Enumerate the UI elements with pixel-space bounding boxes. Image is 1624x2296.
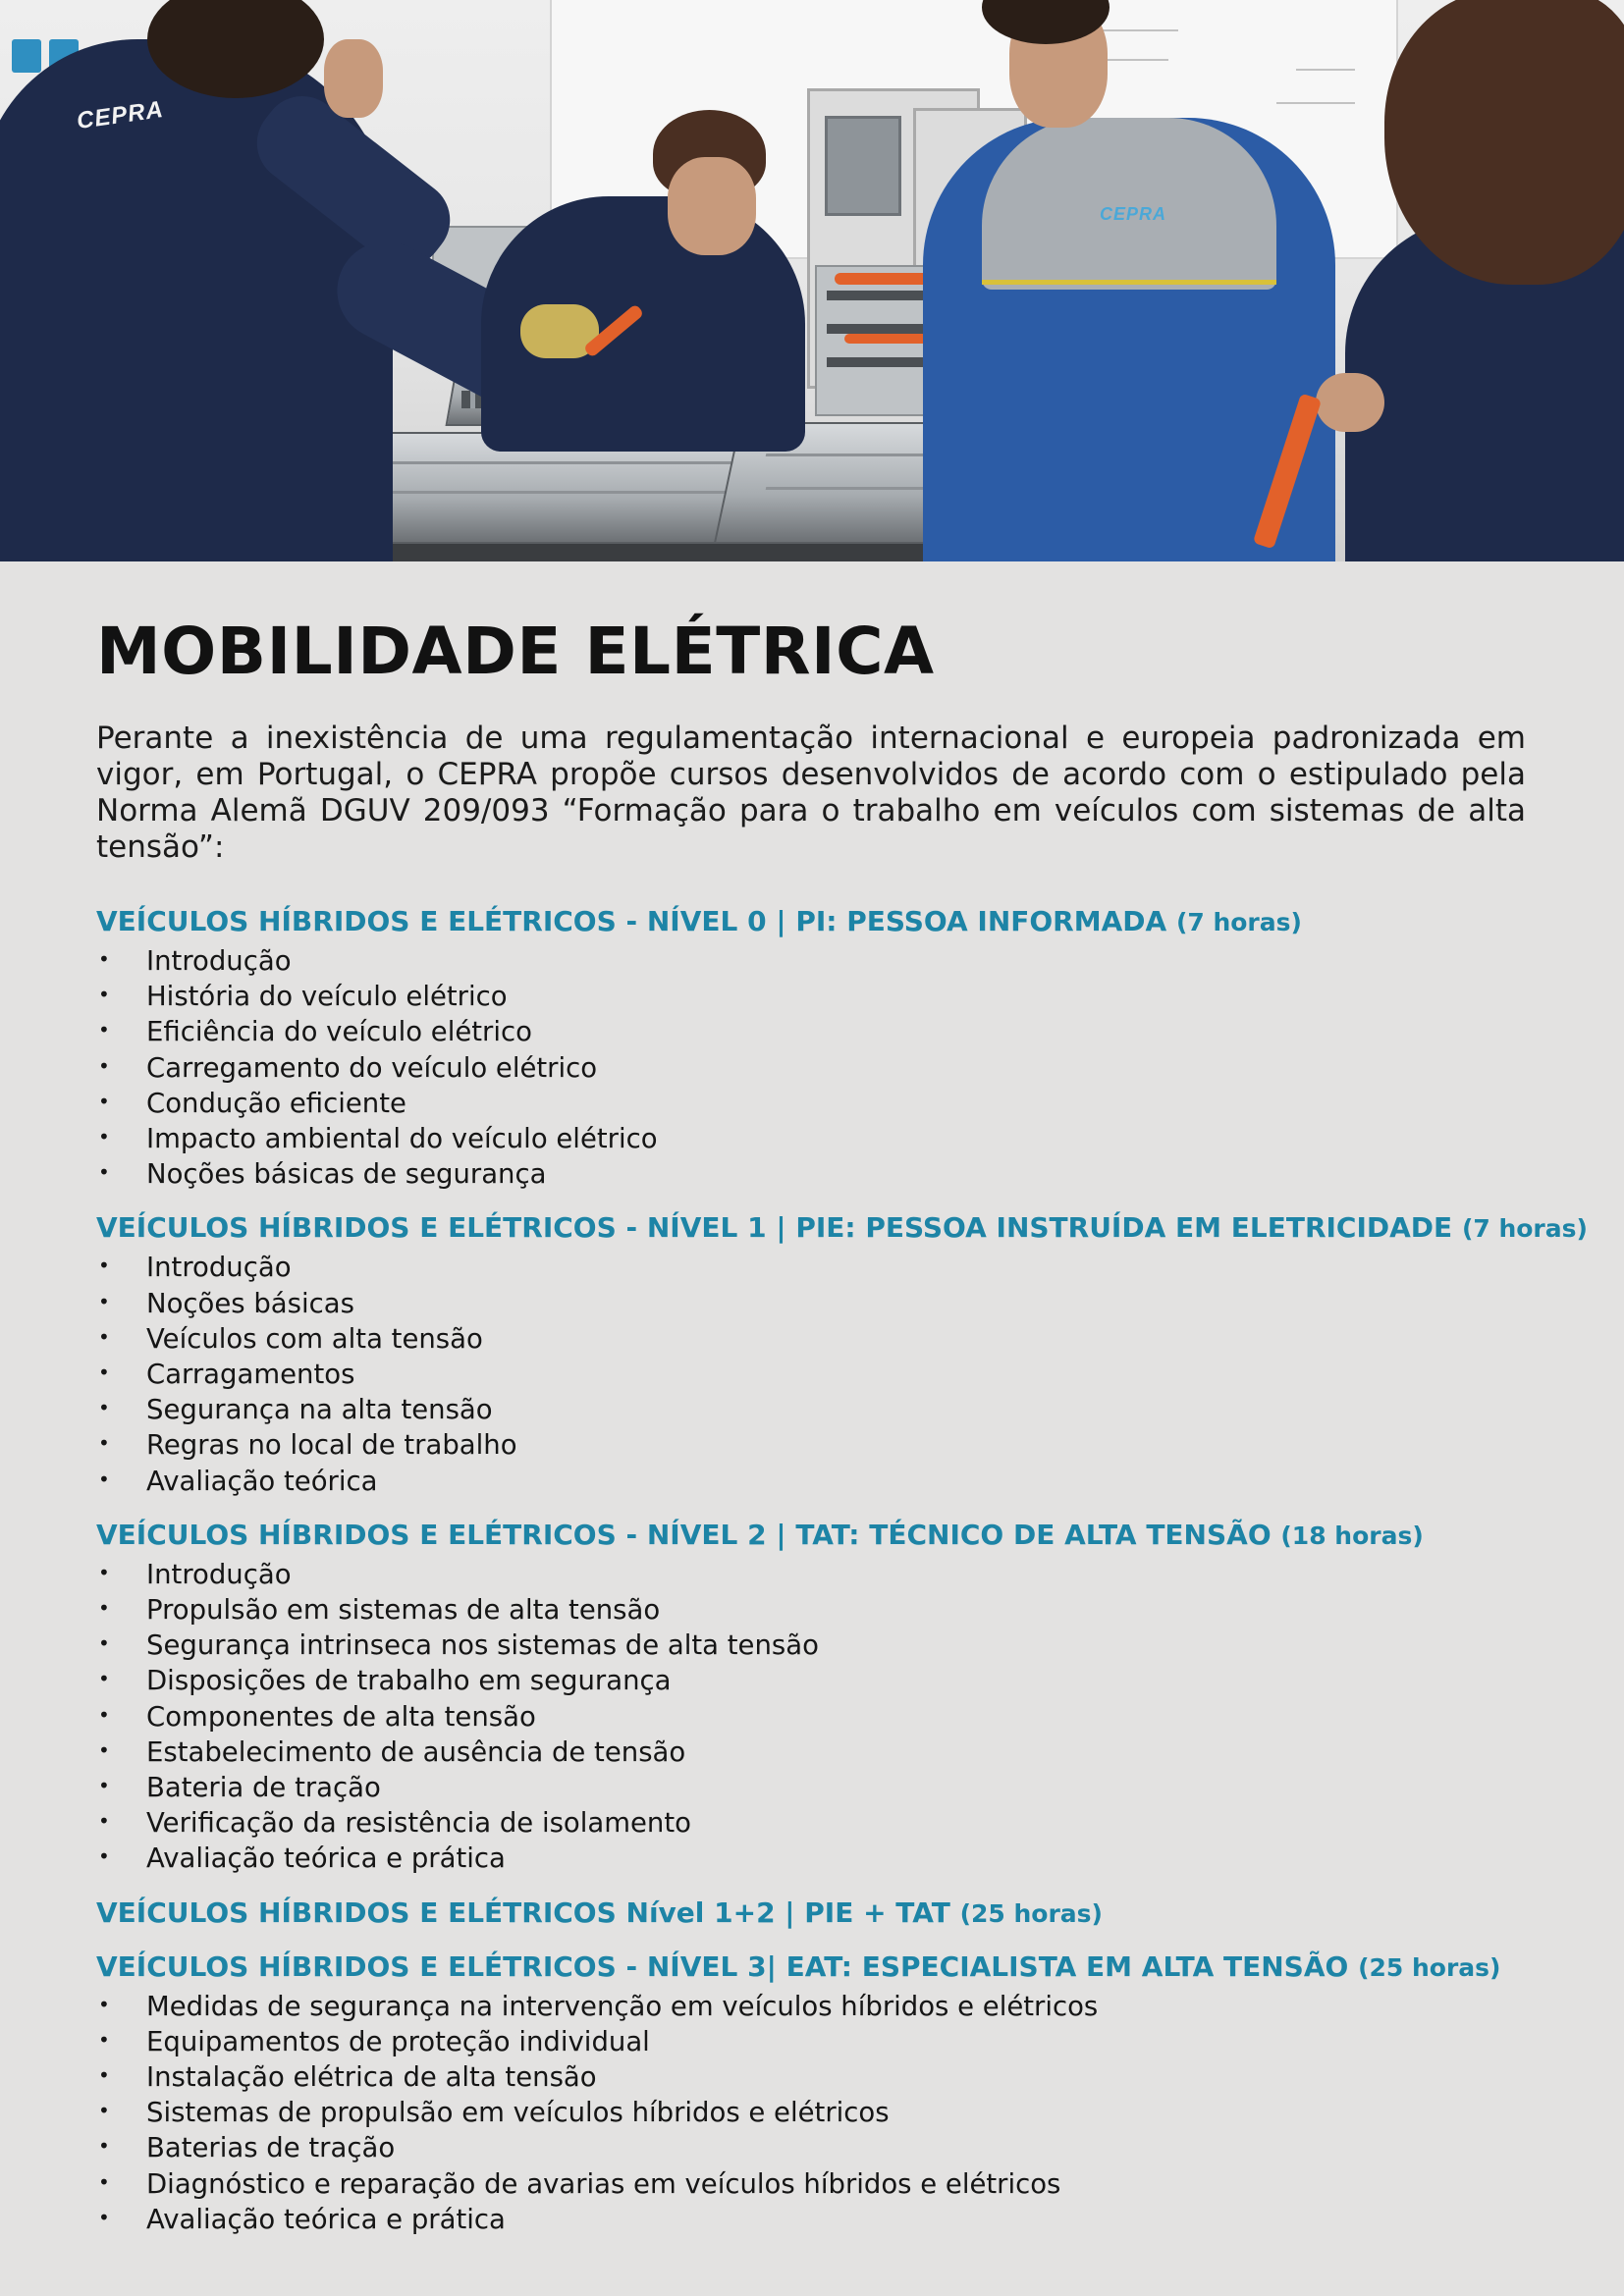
bullet-icon: • bbox=[98, 1596, 110, 1621]
course-section bbox=[96, 1209, 1588, 1498]
list-item-label: Segurança na alta tensão bbox=[146, 1394, 493, 1426]
course-section bbox=[96, 1517, 1530, 1877]
bullet-icon: • bbox=[98, 1053, 110, 1078]
list-item-label: Verificação da resistência de isolamento bbox=[146, 1807, 691, 1840]
bullet-icon: • bbox=[98, 1809, 110, 1834]
course-title: VEÍCULOS HÍBRIDOS E ELÉTRICOS Nível 1+2 | PIE + TAT bbox=[96, 1896, 950, 1929]
bullet-icon: • bbox=[98, 2027, 110, 2052]
cepra-logo: CEPRA bbox=[1100, 204, 1167, 224]
cepra-logo: CEPRA bbox=[75, 95, 166, 135]
course-topic-list bbox=[96, 1557, 1530, 1877]
course-topic-list bbox=[96, 1250, 1530, 1498]
list-item-label: Introdução bbox=[146, 1252, 292, 1284]
course-hours: (7 horas) bbox=[1461, 1214, 1588, 1244]
bullet-icon: • bbox=[98, 1160, 110, 1185]
list-item-label: História do veículo elétrico bbox=[146, 981, 508, 1013]
list-item bbox=[96, 2130, 1530, 2165]
list-item bbox=[96, 1050, 1530, 1086]
bullet-icon: • bbox=[98, 2063, 110, 2088]
list-item bbox=[96, 2059, 1530, 2095]
list-item-label: Segurança intrinseca nos sistemas de alta tensão bbox=[146, 1629, 819, 1662]
list-item-label: Equipamentos de proteção individual bbox=[146, 2025, 650, 2057]
list-item-label: Medidas de segurança na intervenção em veículos híbridos e elétricos bbox=[146, 1990, 1099, 2022]
bullet-icon: • bbox=[98, 1361, 110, 1385]
bullet-icon: • bbox=[98, 1774, 110, 1798]
bullet-icon: • bbox=[98, 1560, 110, 1584]
bullet-icon: • bbox=[98, 1089, 110, 1113]
list-item bbox=[96, 1427, 1530, 1463]
course-title: VEÍCULOS HÍBRIDOS E ELÉTRICOS - NÍVEL 1 | PIE: PESSOA INSTRUÍDA EM ELETRICIDADE bbox=[96, 1211, 1453, 1245]
list-item-label: Componentes de alta tensão bbox=[146, 1700, 536, 1733]
bullet-icon: • bbox=[98, 1289, 110, 1313]
bullet-icon: • bbox=[98, 2169, 110, 2194]
list-item-label: Avaliação teórica bbox=[146, 1465, 378, 1497]
bullet-icon: • bbox=[98, 1702, 110, 1727]
list-item bbox=[96, 2024, 1530, 2059]
list-item-label: Condução eficiente bbox=[146, 1087, 406, 1119]
bullet-icon: • bbox=[98, 2205, 110, 2229]
list-item-label: Noções básicas de segurança bbox=[146, 1158, 547, 1191]
list-item bbox=[96, 1357, 1530, 1392]
hero-photo bbox=[0, 0, 1624, 561]
course-section bbox=[96, 903, 1530, 1192]
bullet-icon: • bbox=[98, 1324, 110, 1349]
course-section bbox=[96, 1949, 1530, 2237]
list-item bbox=[96, 1086, 1530, 1121]
list-item bbox=[96, 943, 1530, 979]
bullet-icon: • bbox=[98, 1992, 110, 2016]
list-item bbox=[96, 1699, 1530, 1735]
list-item-label: Avaliação teórica e prática bbox=[146, 1842, 506, 1875]
bullet-icon: • bbox=[98, 983, 110, 1007]
bullet-icon: • bbox=[98, 1018, 110, 1042]
course-section bbox=[96, 1895, 1530, 1949]
course-title: VEÍCULOS HÍBRIDOS E ELÉTRICOS - NÍVEL 3| EAT: ESPECIALISTA EM ALTA TENSÃO bbox=[96, 1949, 1349, 1983]
course-title: VEÍCULOS HÍBRIDOS E ELÉTRICOS - NÍVEL 2 | TAT: TÉCNICO DE ALTA TENSÃO bbox=[96, 1518, 1272, 1551]
bullet-icon: • bbox=[98, 1467, 110, 1491]
list-item bbox=[96, 1735, 1530, 1770]
list-item bbox=[96, 1464, 1530, 1499]
bullet-icon: • bbox=[98, 1667, 110, 1691]
list-item-label: Instalação elétrica de alta tensão bbox=[146, 2061, 597, 2094]
list-item bbox=[96, 2095, 1530, 2130]
list-item-label: Eficiência do veículo elétrico bbox=[146, 1016, 532, 1048]
list-item bbox=[96, 1557, 1530, 1592]
list-item bbox=[96, 1989, 1530, 2024]
bullet-icon: • bbox=[98, 1431, 110, 1456]
list-item bbox=[96, 979, 1530, 1014]
list-item-label: Introdução bbox=[146, 945, 292, 977]
intro-paragraph: Perante a inexistência de uma regulamentação internacional e europeia padronizada em vigor, em Portugal, o CEPRA propõe cursos desenvolvidos de acordo com o estipulado pela Norma Alemã DGUV 209/093 “Formação para o trabalho em veículos com sistemas de alta tensão”: bbox=[96, 721, 1526, 865]
list-item-label: Sistemas de propulsão em veículos híbridos e elétricos bbox=[146, 2097, 890, 2129]
list-item-label: Baterias de tração bbox=[146, 2132, 396, 2164]
bullet-icon: • bbox=[98, 1125, 110, 1149]
list-item bbox=[96, 1663, 1530, 1698]
list-item-label: Carregamento do veículo elétrico bbox=[146, 1051, 598, 1084]
bullet-icon: • bbox=[98, 1631, 110, 1656]
list-item bbox=[96, 2202, 1530, 2237]
course-title: VEÍCULOS HÍBRIDOS E ELÉTRICOS - NÍVEL 0 | PI: PESSOA INFORMADA bbox=[96, 905, 1167, 937]
list-item-label: Introdução bbox=[146, 1558, 292, 1590]
list-item-label: Diagnóstico e reparação de avarias em veículos híbridos e elétricos bbox=[146, 2167, 1061, 2200]
list-item-label: Noções básicas bbox=[146, 1287, 354, 1319]
course-heading bbox=[96, 1517, 1530, 1555]
course-hours: (25 horas) bbox=[1358, 1952, 1501, 1982]
course-heading bbox=[96, 1209, 1588, 1248]
list-item bbox=[96, 1592, 1530, 1628]
bullet-icon: • bbox=[98, 1254, 110, 1278]
course-heading bbox=[96, 1895, 1530, 1933]
list-item bbox=[96, 1014, 1530, 1049]
list-item-label: Carragamentos bbox=[146, 1359, 355, 1391]
list-item bbox=[96, 1392, 1530, 1427]
bullet-icon: • bbox=[98, 2099, 110, 2123]
list-item-label: Disposições de trabalho em segurança bbox=[146, 1665, 672, 1697]
course-hours: (18 horas) bbox=[1280, 1521, 1424, 1550]
bullet-icon: • bbox=[98, 2134, 110, 2159]
safety-sign-icon bbox=[12, 39, 41, 73]
list-item bbox=[96, 1628, 1530, 1663]
list-item-label: Veículos com alta tensão bbox=[146, 1322, 483, 1355]
list-item bbox=[96, 2166, 1530, 2202]
list-item-label: Estabelecimento de ausência de tensão bbox=[146, 1735, 686, 1768]
list-item-label: Propulsão em sistemas de alta tensão bbox=[146, 1594, 661, 1627]
course-hours: (25 horas) bbox=[959, 1898, 1103, 1928]
list-item-label: Impacto ambiental do veículo elétrico bbox=[146, 1123, 658, 1155]
page-title: MOBILIDADE ELÉTRICA bbox=[96, 614, 935, 689]
list-item bbox=[96, 1121, 1530, 1156]
list-item bbox=[96, 1805, 1530, 1841]
bullet-icon: • bbox=[98, 1844, 110, 1869]
content bbox=[96, 614, 1588, 2255]
course-topic-list bbox=[96, 1989, 1530, 2237]
panel-screen bbox=[825, 116, 901, 216]
course-heading bbox=[96, 903, 1530, 941]
list-item bbox=[96, 1250, 1530, 1285]
list-item-label: Bateria de tração bbox=[146, 1772, 381, 1804]
course-hours: (7 horas) bbox=[1175, 908, 1302, 936]
bullet-icon: • bbox=[98, 1396, 110, 1420]
list-item bbox=[96, 1841, 1530, 1876]
list-item-label: Regras no local de trabalho bbox=[146, 1429, 517, 1462]
course-sections bbox=[96, 903, 1588, 2237]
list-item bbox=[96, 1770, 1530, 1805]
list-item bbox=[96, 1321, 1530, 1357]
bullet-icon: • bbox=[98, 1737, 110, 1762]
course-topic-list bbox=[96, 943, 1530, 1192]
list-item bbox=[96, 1286, 1530, 1321]
list-item-label: Avaliação teórica e prática bbox=[146, 2203, 506, 2235]
course-heading bbox=[96, 1949, 1530, 1987]
list-item bbox=[96, 1156, 1530, 1192]
bullet-icon: • bbox=[98, 947, 110, 971]
